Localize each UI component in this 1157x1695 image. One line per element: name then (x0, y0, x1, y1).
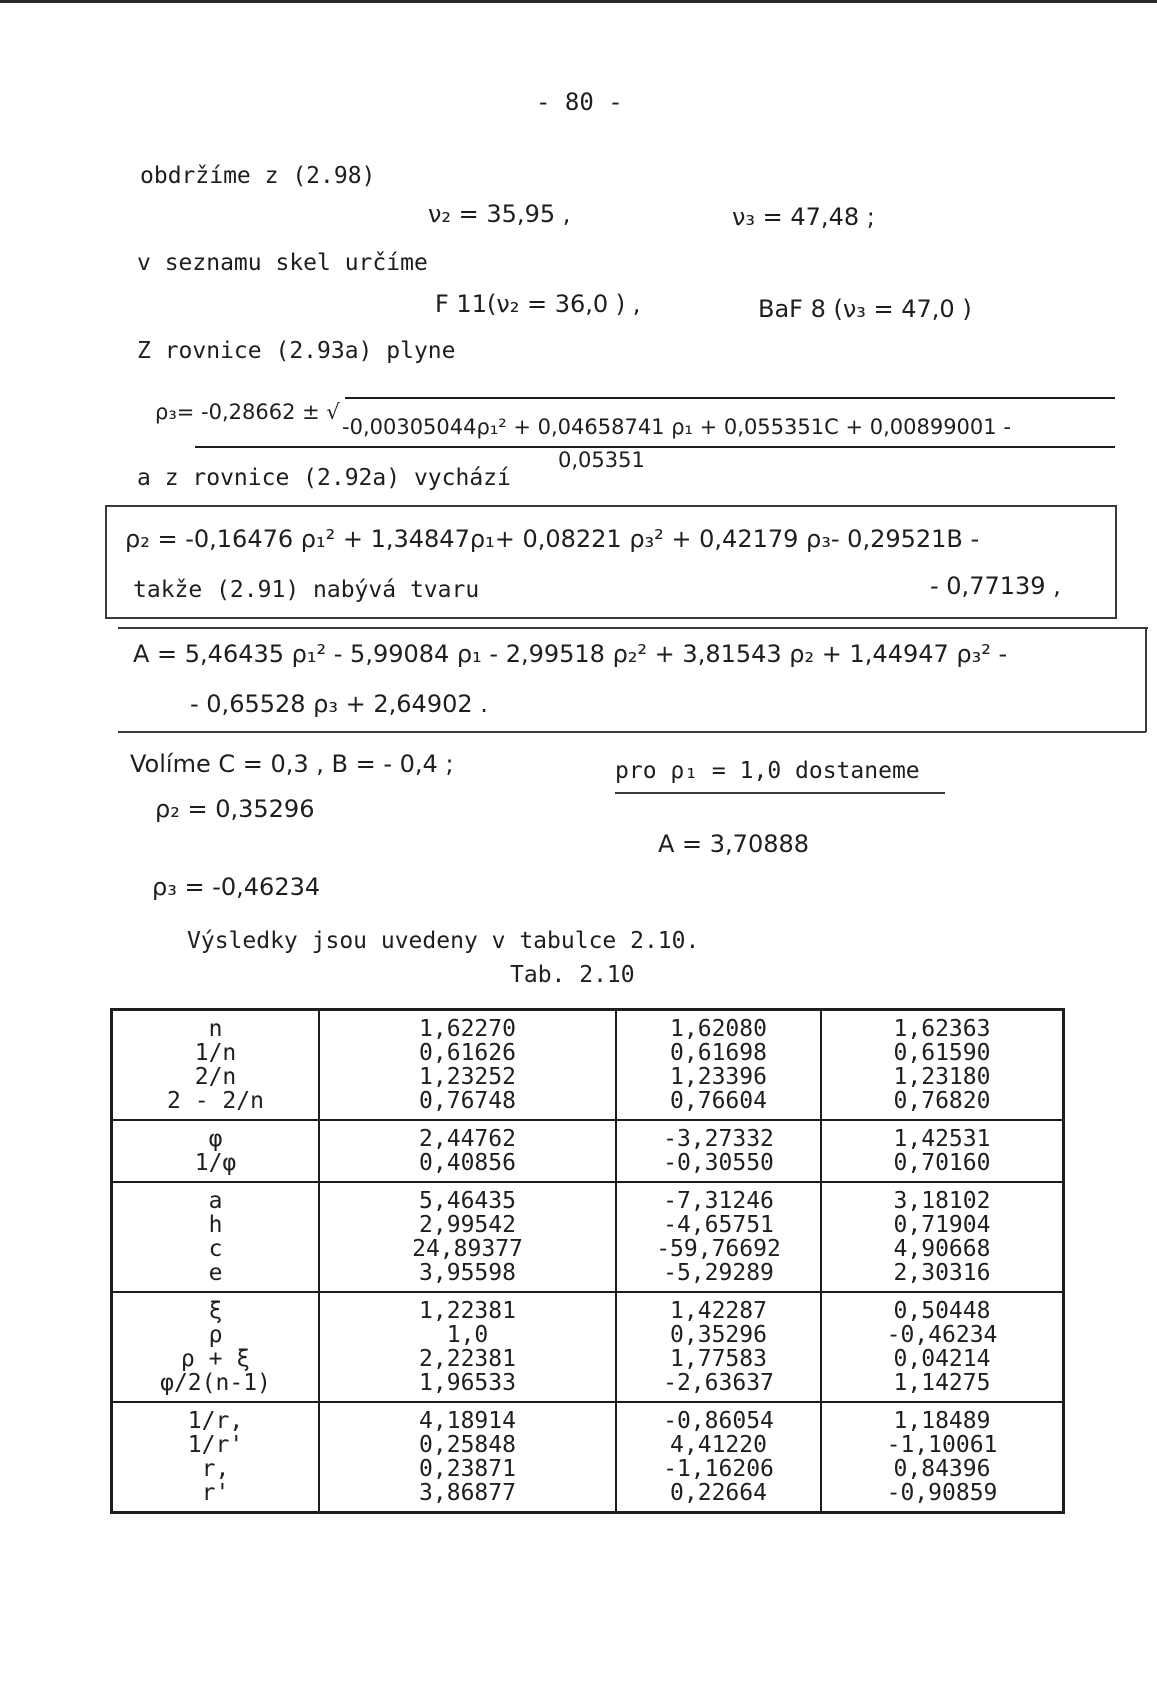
table-value: 1,96533 (419, 1370, 516, 1396)
table-value: 2,44762 (419, 1126, 516, 1152)
pro-rho1-text: pro ρ₁ = 1,0 dostaneme (615, 758, 920, 784)
table-value: 1,62080 (670, 1016, 767, 1042)
fraction-line (195, 446, 1115, 448)
glass-catalog-text: v seznamu skel určíme (137, 250, 428, 276)
table-value: 3,95598 (419, 1260, 516, 1286)
table-value: 1,23180 (893, 1064, 991, 1090)
table-label: a (208, 1188, 223, 1214)
table-value: 2,30316 (893, 1260, 991, 1286)
table-label: r, (201, 1456, 230, 1482)
radical-overline (345, 397, 1115, 399)
table-value: 3,86877 (419, 1480, 516, 1506)
table-value: -1,16206 (663, 1456, 774, 1482)
table-label: ρ (208, 1322, 223, 1348)
table-value: 0,76820 (893, 1088, 991, 1114)
table-value: 0,61626 (419, 1040, 516, 1066)
box2-top (118, 627, 1148, 629)
table-label: 1/φ (194, 1150, 237, 1176)
table-label: 2/n (194, 1064, 237, 1090)
table-value: 0,40856 (419, 1150, 516, 1176)
table-value: 3,18102 (893, 1188, 991, 1214)
table-label-cell (112, 1120, 320, 1182)
table-value-cell (616, 1120, 821, 1182)
table-value-cell (821, 1402, 1064, 1513)
table-value: 1,0 (446, 1322, 489, 1348)
table-value-cell (319, 1402, 616, 1513)
table-value-cell (821, 1010, 1064, 1121)
table-value: 1,23252 (419, 1064, 516, 1090)
table-value: 1,77583 (670, 1346, 767, 1372)
results-table-body (112, 1010, 1064, 1513)
table-label: e (208, 1260, 223, 1286)
table-value: -5,29289 (663, 1260, 774, 1286)
box1-right (1115, 505, 1117, 617)
A-formula-tail: - 0,65528 ρ₃ + 2,64902 . (190, 690, 488, 718)
table-label: 1/n (194, 1040, 237, 1066)
equation2-intro-text: a z rovnice (2.92a) vychází (137, 465, 511, 491)
table-value: -2,63637 (663, 1370, 774, 1396)
table-value-cell (821, 1292, 1064, 1402)
parameter-choice: Volíme C = 0,3 , B = - 0,4 ; (130, 750, 454, 778)
top-edge-line (0, 0, 1157, 3)
table-value: 24,89377 (412, 1236, 523, 1262)
table-value: 0,25848 (419, 1432, 516, 1458)
table-value-cell (616, 1292, 821, 1402)
table-value: 0,76604 (670, 1088, 767, 1114)
rho3-result: ρ₃ = -0,46234 (152, 873, 321, 901)
table-row-group (112, 1120, 1064, 1182)
table-value: 4,18914 (419, 1408, 516, 1434)
table-value-cell (319, 1010, 616, 1121)
table-value: 1,42531 (893, 1126, 991, 1152)
table-value: 1,22381 (419, 1298, 516, 1324)
rho3-formula-left: ρ₃= -0,28662 ± √ (155, 400, 340, 424)
table-label: ρ + ξ (180, 1346, 251, 1372)
table-label-cell (112, 1292, 320, 1402)
table-row-group (112, 1292, 1064, 1402)
table-label: n (208, 1016, 223, 1042)
table-value: 2,22381 (419, 1346, 516, 1372)
table-value: -0,90859 (886, 1480, 998, 1506)
table-row-group (112, 1182, 1064, 1292)
glass-baf8: BaF 8 (ν₃ = 47,0 ) (758, 295, 972, 323)
table-value: 2,99542 (419, 1212, 516, 1238)
table-value: 0,61590 (893, 1040, 991, 1066)
table-value: 5,46435 (419, 1188, 516, 1214)
table-value-cell (616, 1182, 821, 1292)
table-value: -7,31246 (663, 1188, 774, 1214)
table-value-cell (319, 1182, 616, 1292)
page-number: - 80 - (536, 88, 623, 116)
table-value: 0,35296 (670, 1322, 767, 1348)
table-value: 4,41220 (670, 1432, 767, 1458)
rho2-formula: ρ₂ = -0,16476 ρ₁² + 1,34847ρ₁+ 0,08221 ρ₃² + 0,42179 ρ₃- 0,29521B - (125, 525, 980, 553)
nu2-value: ν₂ = 35,95 , (428, 200, 571, 228)
equation-intro-text: Z rovnice (2.93a) plyne (137, 338, 456, 364)
box1-top (105, 505, 1117, 507)
table-value-cell (319, 1120, 616, 1182)
table-label: r' (201, 1480, 230, 1506)
rho2-result: ρ₂ = 0,35296 (155, 795, 315, 823)
table-value: 0,23871 (419, 1456, 516, 1482)
table-value: 1,62363 (893, 1016, 991, 1042)
results-text: Výsledky jsou uvedeny v tabulce 2.10. (187, 928, 700, 954)
table-label-cell (112, 1182, 320, 1292)
table-value: 0,50448 (893, 1298, 991, 1324)
table-value: 0,84396 (893, 1456, 991, 1482)
table-value: -0,30550 (663, 1150, 774, 1176)
table-value-cell (319, 1292, 616, 1402)
A-formula: A = 5,46435 ρ₁² - 5,99084 ρ₁ - 2,99518 ρ₂² + 3,81543 ρ₂ + 1,44947 ρ₃² - (133, 640, 1008, 668)
table-label: 1/r' (187, 1432, 244, 1458)
table-value: -0,46234 (886, 1322, 998, 1348)
pro-underline (615, 792, 945, 794)
table-value: -3,27332 (663, 1126, 774, 1152)
table-value: 0,22664 (670, 1480, 767, 1506)
table-caption: Tab. 2.10 (510, 962, 635, 988)
box2-right (1145, 627, 1147, 732)
box1-bottom (105, 617, 1117, 619)
intro-text: obdržíme z (2.98) (140, 163, 376, 189)
table-value: 1,18489 (893, 1408, 991, 1434)
rho3-denominator: 0,05351 (558, 448, 645, 472)
glass-f11: F 11(ν₂ = 36,0 ) , (435, 290, 641, 318)
table-value-cell (616, 1010, 821, 1121)
table-value: 1,23396 (670, 1064, 767, 1090)
table-value-cell (821, 1182, 1064, 1292)
table-value-cell (821, 1120, 1064, 1182)
table-label-cell (112, 1402, 320, 1513)
table-value: -4,65751 (663, 1212, 774, 1238)
table-row-group (112, 1402, 1064, 1513)
table-value: 1,42287 (670, 1298, 767, 1324)
table-label: φ/2(n-1) (160, 1370, 271, 1396)
table-value: 0,61698 (670, 1040, 767, 1066)
rho2-formula-tail: - 0,77139 , (930, 572, 1061, 600)
table-label: 1/r, (187, 1408, 244, 1434)
results-table (110, 1008, 1065, 1514)
table-value: -59,76692 (656, 1236, 781, 1262)
takze-text: takže (2.91) nabývá tvaru (133, 577, 480, 603)
box1-left (105, 505, 107, 617)
table-label: φ (208, 1126, 223, 1152)
table-value: -1,10061 (886, 1432, 998, 1458)
table-value: 0,71904 (893, 1212, 991, 1238)
rho3-numerator: -0,00305044ρ₁² + 0,04658741 ρ₁ + 0,055351C + 0,00899001 - (342, 415, 1011, 439)
table-label-cell (112, 1010, 320, 1121)
nu3-value: ν₃ = 47,48 ; (732, 203, 875, 231)
A-result: A = 3,70888 (658, 830, 810, 858)
table-value: 0,76748 (419, 1088, 516, 1114)
table-value: 0,04214 (893, 1346, 991, 1372)
table-row-group (112, 1010, 1064, 1121)
table-value: 4,90668 (893, 1236, 991, 1262)
table-label: ξ (208, 1298, 223, 1324)
table-value: 0,70160 (893, 1150, 991, 1176)
table-label: 2 - 2/n (167, 1088, 264, 1114)
table-value: 1,62270 (419, 1016, 516, 1042)
box2-bottom (118, 731, 1146, 733)
table-value: 1,14275 (893, 1370, 991, 1396)
table-value: -0,86054 (663, 1408, 774, 1434)
table-label: h (208, 1212, 223, 1238)
table-value-cell (616, 1402, 821, 1513)
table-label: c (208, 1236, 223, 1262)
